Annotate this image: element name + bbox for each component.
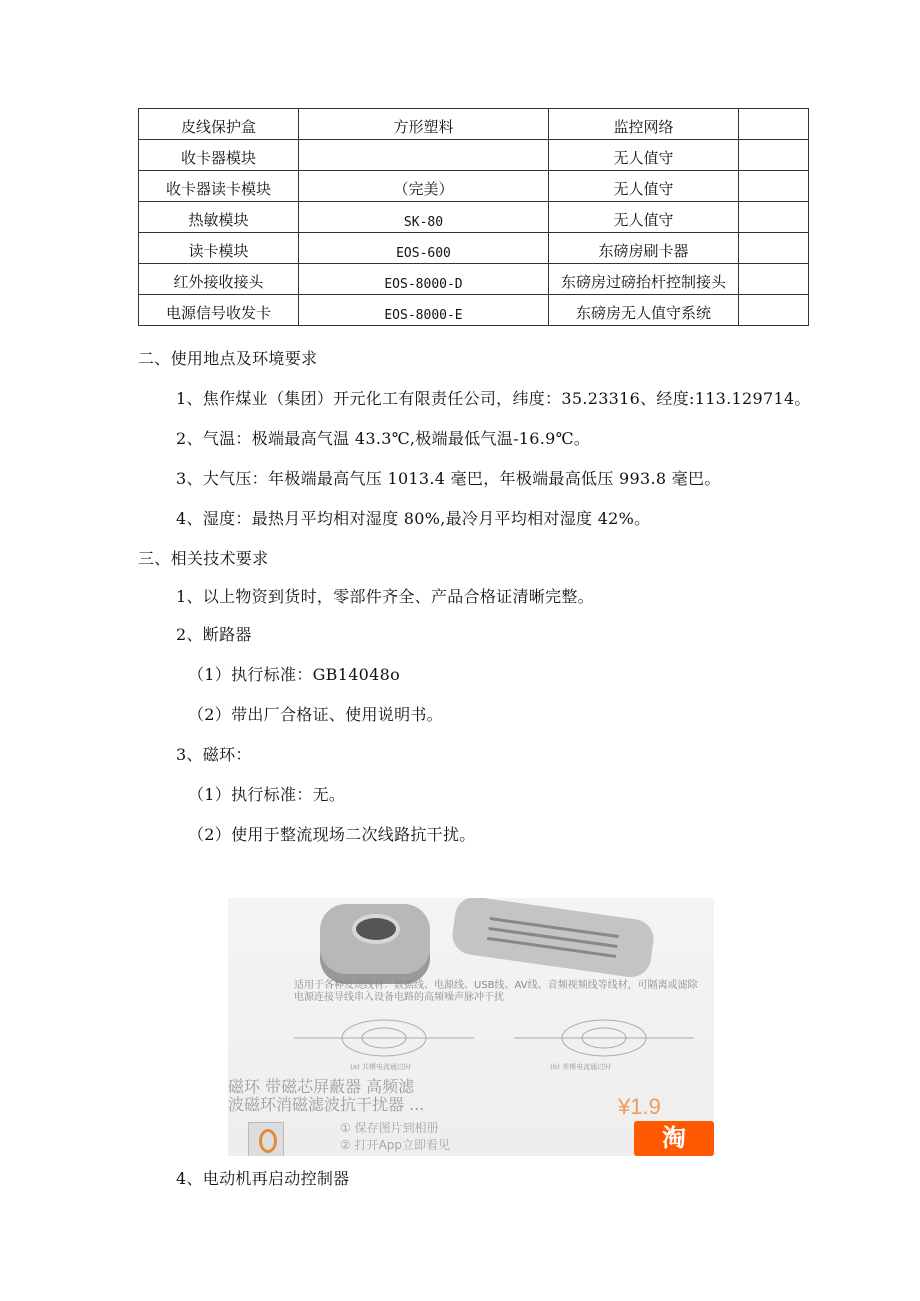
table-row <box>139 171 809 202</box>
ad-steps <box>340 1120 450 1154</box>
table-cell: EOS-8000-E <box>299 295 549 326</box>
ferrite-core-image <box>320 904 430 984</box>
table-cell: EOS-600 <box>299 233 549 264</box>
table-cell: 无人值守 <box>549 171 739 202</box>
paragraph: （2）使用于整流现场二次线路抗干扰。 <box>188 825 476 844</box>
table-row <box>139 295 809 326</box>
paragraph: 4、湿度：最热月平均相对湿度 80%,最冷月平均相对湿度 42%。 <box>176 509 651 528</box>
table-cell: 东磅房过磅抬杆控制接头 <box>549 264 739 295</box>
filter-diagram <box>294 1016 694 1066</box>
paragraph: 1、以上物资到货时，零部件齐全、产品合格证清晰完整。 <box>176 587 594 606</box>
paragraph: 4、电动机再启动控制器 <box>176 1169 350 1188</box>
table-cell <box>739 109 809 140</box>
table-cell: 收卡器模块 <box>139 140 299 171</box>
table-cell <box>299 140 549 171</box>
ad-title-line: 波磁环消磁滤波抗干扰器 ... <box>228 1095 425 1114</box>
fingerprint-icon <box>259 1129 277 1153</box>
table-cell: 红外接收接头 <box>139 264 299 295</box>
ad-price: ¥1.9 <box>618 1094 661 1119</box>
ad-step: ② 打开App立即看见 <box>340 1138 451 1152</box>
ferrite-clip-image <box>450 898 656 980</box>
paragraph: 3、磁环： <box>176 745 252 764</box>
table-cell: 皮线保护盒 <box>139 109 299 140</box>
table-cell <box>739 202 809 233</box>
diagram-caption: (a) 共模电流通过时 <box>350 1063 411 1071</box>
table-cell: 东磅房无人值守系统 <box>549 295 739 326</box>
ad-step: ① 保存图片到相册 <box>340 1121 439 1135</box>
paragraph: 2、断路器 <box>176 625 252 644</box>
table-cell: （完美） <box>299 171 549 202</box>
ad-title-line: 磁环 带磁芯屏蔽器 高频滤 <box>228 1077 415 1096</box>
table-cell <box>739 140 809 171</box>
table-cell: 读卡模块 <box>139 233 299 264</box>
diagram-caption: (b) 差模电流通过时 <box>550 1063 612 1071</box>
table-row <box>139 233 809 264</box>
table-cell: 方形塑料 <box>299 109 549 140</box>
section-heading: 二、使用地点及环境要求 <box>138 349 318 368</box>
table-cell: 无人值守 <box>549 140 739 171</box>
table-cell: 电源信号收发卡 <box>139 295 299 326</box>
taobao-logo-icon: 淘 <box>634 1121 714 1156</box>
table-cell: 热敏模块 <box>139 202 299 233</box>
table-cell: EOS-8000-D <box>299 264 549 295</box>
product-ad-image <box>228 898 714 1156</box>
table-cell <box>739 171 809 202</box>
ad-title <box>228 1078 528 1114</box>
paragraph: （1）执行标准：无。 <box>188 785 346 804</box>
paragraph: 3、大气压：年极端最高气压 1013.4 毫巴，年极端最高低压 993.8 毫巴。 <box>176 469 721 488</box>
table-cell: SK-80 <box>299 202 549 233</box>
table-cell: 无人值守 <box>549 202 739 233</box>
paragraph: （2）带出厂合格证、使用说明书。 <box>188 705 443 724</box>
equipment-table <box>138 108 809 326</box>
table-cell: 收卡器读卡模块 <box>139 171 299 202</box>
table-cell <box>739 295 809 326</box>
paragraph: 1、焦作煤业（集团）开元化工有限责任公司，纬度：35.23316、经度:113.129714。 <box>176 389 811 408</box>
paragraph: 2、气温：极端最高气温 43.3℃,极端最低气温-16.9℃。 <box>176 429 591 448</box>
paragraph: （1）执行标准：GB14048o <box>188 665 401 684</box>
ad-description: 适用于各种发烧线材：数据线、电源线、USB线、AV线、音频视频线等线材，可隔离或滤除电源连接导线串入设备电路的高频噪声脉冲干扰 <box>294 980 698 1003</box>
table-cell <box>739 264 809 295</box>
table-row <box>139 140 809 171</box>
table-cell <box>739 233 809 264</box>
section-heading: 三、相关技术要求 <box>138 549 269 568</box>
table-row <box>139 109 809 140</box>
table-row <box>139 202 809 233</box>
table-cell: 东磅房刷卡器 <box>549 233 739 264</box>
table-row <box>139 264 809 295</box>
table-cell: 监控网络 <box>549 109 739 140</box>
